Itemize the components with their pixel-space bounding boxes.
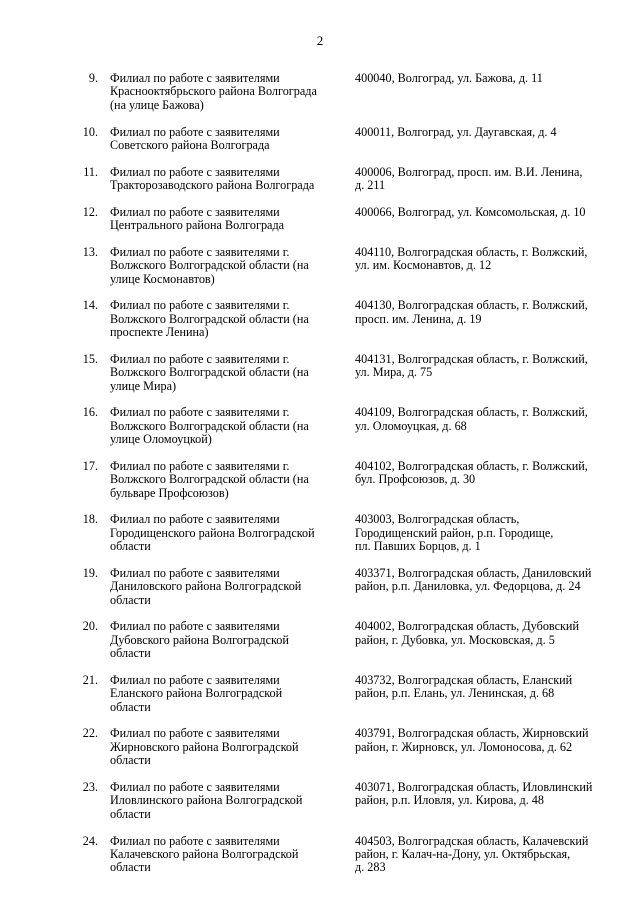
list-item	[0, 835, 640, 875]
branch-address-line: бул. Профсоюзов, д. 30	[355, 472, 476, 487]
branch-name-line: улице Мира)	[110, 378, 177, 393]
item-number: 23.	[82, 780, 98, 794]
branch-name	[110, 353, 344, 393]
branch-address-line: район, г. Калач-на-Дону, ул. Октябрьская,	[355, 846, 571, 861]
branch-list	[0, 72, 640, 888]
branch-address	[355, 835, 613, 875]
branch-name-line: Филиал по работе с заявителями	[110, 71, 280, 85]
list-item	[0, 567, 640, 607]
branch-name-line: Филиал по работе с заявителями г.	[110, 351, 290, 366]
branch-name-line: Филиал по работе с заявителями г.	[110, 244, 290, 259]
branch-address-line: просп. им. Ленина, д. 19	[355, 311, 482, 326]
branch-address-line: 404109, Волгоградская область, г. Волжский,	[355, 405, 588, 420]
branch-address	[355, 406, 613, 433]
list-item	[0, 781, 640, 821]
branch-name	[110, 299, 344, 339]
branch-name	[110, 460, 344, 500]
branch-address-line: район, р.п. Елань, ул. Ленинская, д. 68	[355, 686, 555, 701]
branch-address	[355, 72, 613, 85]
branch-name-line: Филиал по работе с заявителями	[110, 512, 280, 527]
branch-name-line: Иловлинского района Волгоградской	[110, 793, 303, 808]
branch-name	[110, 206, 344, 233]
branch-address-line: ул. им. Космонавтов, д. 12	[355, 258, 492, 273]
branch-name-line: области	[110, 539, 151, 554]
branch-name-line: области	[110, 592, 151, 607]
branch-name	[110, 674, 344, 714]
item-number: 18.	[82, 512, 98, 527]
branch-name-line: улице Оломоуцкой)	[110, 432, 212, 447]
branch-address	[355, 460, 613, 487]
branch-name-line: области	[110, 753, 151, 768]
branch-address-line: 400040, Волгоград, ул. Бажова, д. 11	[355, 71, 543, 85]
item-number: 10.	[82, 124, 98, 139]
branch-name-line: Волжского Волгоградской области (на	[110, 311, 309, 326]
branch-name-line: Филиал по работе с заявителями	[110, 726, 280, 741]
list-item	[0, 620, 640, 660]
list-item	[0, 513, 640, 553]
branch-name-line: Советского района Волгограда	[110, 137, 270, 152]
branch-name-line: проспекте Ленина)	[110, 325, 209, 340]
branch-name-line: Филиал по работе с заявителями	[110, 124, 280, 139]
branch-name-line: области	[110, 646, 151, 661]
branch-name-line: бульваре Профсоюзов)	[110, 485, 229, 500]
branch-name	[110, 781, 344, 821]
branch-name-line: (на улице Бажова)	[110, 97, 204, 112]
branch-address	[355, 246, 613, 273]
branch-name	[110, 727, 344, 767]
branch-name	[110, 72, 344, 112]
list-item	[0, 406, 640, 446]
branch-address-line: д. 283	[355, 860, 386, 875]
item-number: 9.	[88, 71, 98, 85]
branch-address-line: 404503, Волгоградская область, Калачевский	[355, 833, 589, 848]
branch-address	[355, 781, 613, 808]
branch-name	[110, 406, 344, 446]
branch-address-line: район, р.п. Даниловка, ул. Федорцова, д. 24	[355, 579, 581, 594]
branch-name-line: Дубовского района Волгоградской	[110, 632, 289, 647]
branch-name-line: Краснооктябрьского района Волгограда	[110, 84, 317, 99]
branch-address-line: 404102, Волгоградская область, г. Волжский,	[355, 458, 588, 473]
branch-address-line: 400006, Волгоград, просп. им. В.И. Ленина,	[355, 164, 583, 179]
branch-name-line: Волжского Волгоградской области (на	[110, 365, 309, 380]
branch-name-line: Еланского района Волгоградской	[110, 686, 283, 701]
branch-address-line: 404131, Волгоградская область, г. Волжский,	[355, 351, 588, 366]
branch-name-line: Калачевского района Волгоградской	[110, 846, 299, 861]
branch-address	[355, 166, 613, 193]
branch-name-line: Филиал по работе с заявителями г.	[110, 458, 290, 473]
branch-name-line: области	[110, 806, 151, 821]
branch-address	[355, 567, 613, 594]
list-item	[0, 166, 640, 193]
branch-name-line: Филиал по работе с заявителями	[110, 672, 280, 687]
branch-name	[110, 126, 344, 153]
item-number: 15.	[82, 351, 98, 366]
list-item	[0, 299, 640, 339]
branch-name-line: Филиал по работе с заявителями	[110, 833, 280, 848]
branch-name-line: Волжского Волгоградской области (на	[110, 472, 309, 487]
branch-name-line: Тракторозаводского района Волгограда	[110, 178, 315, 193]
list-item	[0, 353, 640, 393]
branch-name-line: Филиал по работе с заявителями г.	[110, 298, 290, 313]
branch-address	[355, 126, 613, 139]
branch-name-line: Центрального района Волгограда	[110, 218, 285, 233]
branch-name-line: Филиал по работе с заявителями	[110, 164, 280, 179]
branch-name-line: Городищенского района Волгоградской	[110, 525, 315, 540]
branch-address	[355, 620, 613, 647]
branch-address-line: 403003, Волгоградская область,	[355, 512, 520, 527]
branch-address-line: 403371, Волгоградская область, Даниловский	[355, 565, 592, 580]
item-number: 11.	[83, 164, 98, 179]
item-number: 13.	[82, 244, 98, 259]
branch-address-line: 400011, Волгоград, ул. Даугавская, д. 4	[355, 124, 557, 139]
branch-name	[110, 166, 344, 193]
branch-address-line: д. 211	[355, 178, 386, 193]
branch-name-line: Волжского Волгоградской области (на	[110, 258, 309, 273]
item-number: 24.	[82, 833, 98, 848]
list-item	[0, 246, 640, 286]
item-number: 20.	[82, 619, 98, 634]
branch-name	[110, 835, 344, 875]
branch-address-line: Городищенский район, р.п. Городище,	[355, 525, 554, 540]
branch-address-line: район, р.п. Иловля, ул. Кирова, д. 48	[355, 793, 544, 808]
branch-name-line: области	[110, 699, 151, 714]
branch-name	[110, 246, 344, 286]
item-number: 16.	[82, 405, 98, 420]
branch-name-line: Филиал по работе с заявителями г.	[110, 405, 290, 420]
branch-address-line: пл. Павших Борцов, д. 1	[355, 539, 481, 554]
branch-name-line: Филиал по работе с заявителями	[110, 204, 280, 219]
branch-name-line: Филиал по работе с заявителями	[110, 565, 280, 580]
branch-address-line: 403791, Волгоградская область, Жирновский	[355, 726, 589, 741]
list-item	[0, 126, 640, 153]
item-number: 14.	[82, 298, 98, 313]
branch-address	[355, 674, 613, 701]
branch-address-line: 400066, Волгоград, ул. Комсомольская, д. 10	[355, 204, 586, 219]
branch-address	[355, 353, 613, 380]
branch-name	[110, 567, 344, 607]
branch-address-line: 404130, Волгоградская область, г. Волжский,	[355, 298, 588, 313]
list-item	[0, 460, 640, 500]
item-number: 19.	[82, 565, 98, 580]
branch-name-line: улице Космонавтов)	[110, 271, 215, 286]
page-number: 2	[316, 33, 324, 48]
branch-address-line: 404110, Волгоградская область, г. Волжский,	[355, 244, 588, 259]
branch-address-line: район, г. Дубовка, ул. Московская, д. 5	[355, 632, 555, 647]
branch-address-line: 404002, Волгоградская область, Дубовский	[355, 619, 579, 634]
branch-name	[110, 620, 344, 660]
branch-name-line: Жирновского района Волгоградской	[110, 739, 299, 754]
branch-name	[110, 513, 344, 553]
branch-address	[355, 299, 613, 326]
branch-address	[355, 206, 613, 219]
list-item	[0, 674, 640, 714]
branch-address-line: ул. Мира, д. 75	[355, 365, 433, 380]
branch-name-line: Филиал по работе с заявителями	[110, 619, 280, 634]
branch-address	[355, 727, 613, 754]
branch-address-line: ул. Оломоуцкая, д. 68	[355, 418, 467, 433]
branch-address-line: 403071, Волгоградская область, Иловлинский	[355, 780, 593, 794]
list-item	[0, 727, 640, 767]
branch-address	[355, 513, 613, 553]
branch-name-line: Даниловского района Волгоградской	[110, 579, 302, 594]
item-number: 12.	[82, 204, 98, 219]
list-item	[0, 72, 640, 112]
branch-name-line: Филиал по работе с заявителями	[110, 780, 280, 794]
branch-address-line: район, г. Жирновск, ул. Ломоносова, д. 62	[355, 739, 573, 754]
item-number: 22.	[82, 726, 98, 741]
item-number: 17.	[82, 458, 98, 473]
branch-name-line: Волжского Волгоградской области (на	[110, 418, 309, 433]
list-item	[0, 206, 640, 233]
branch-name-line: области	[110, 860, 151, 875]
item-number: 21.	[82, 672, 98, 687]
branch-address-line: 403732, Волгоградская область, Еланский	[355, 672, 573, 687]
